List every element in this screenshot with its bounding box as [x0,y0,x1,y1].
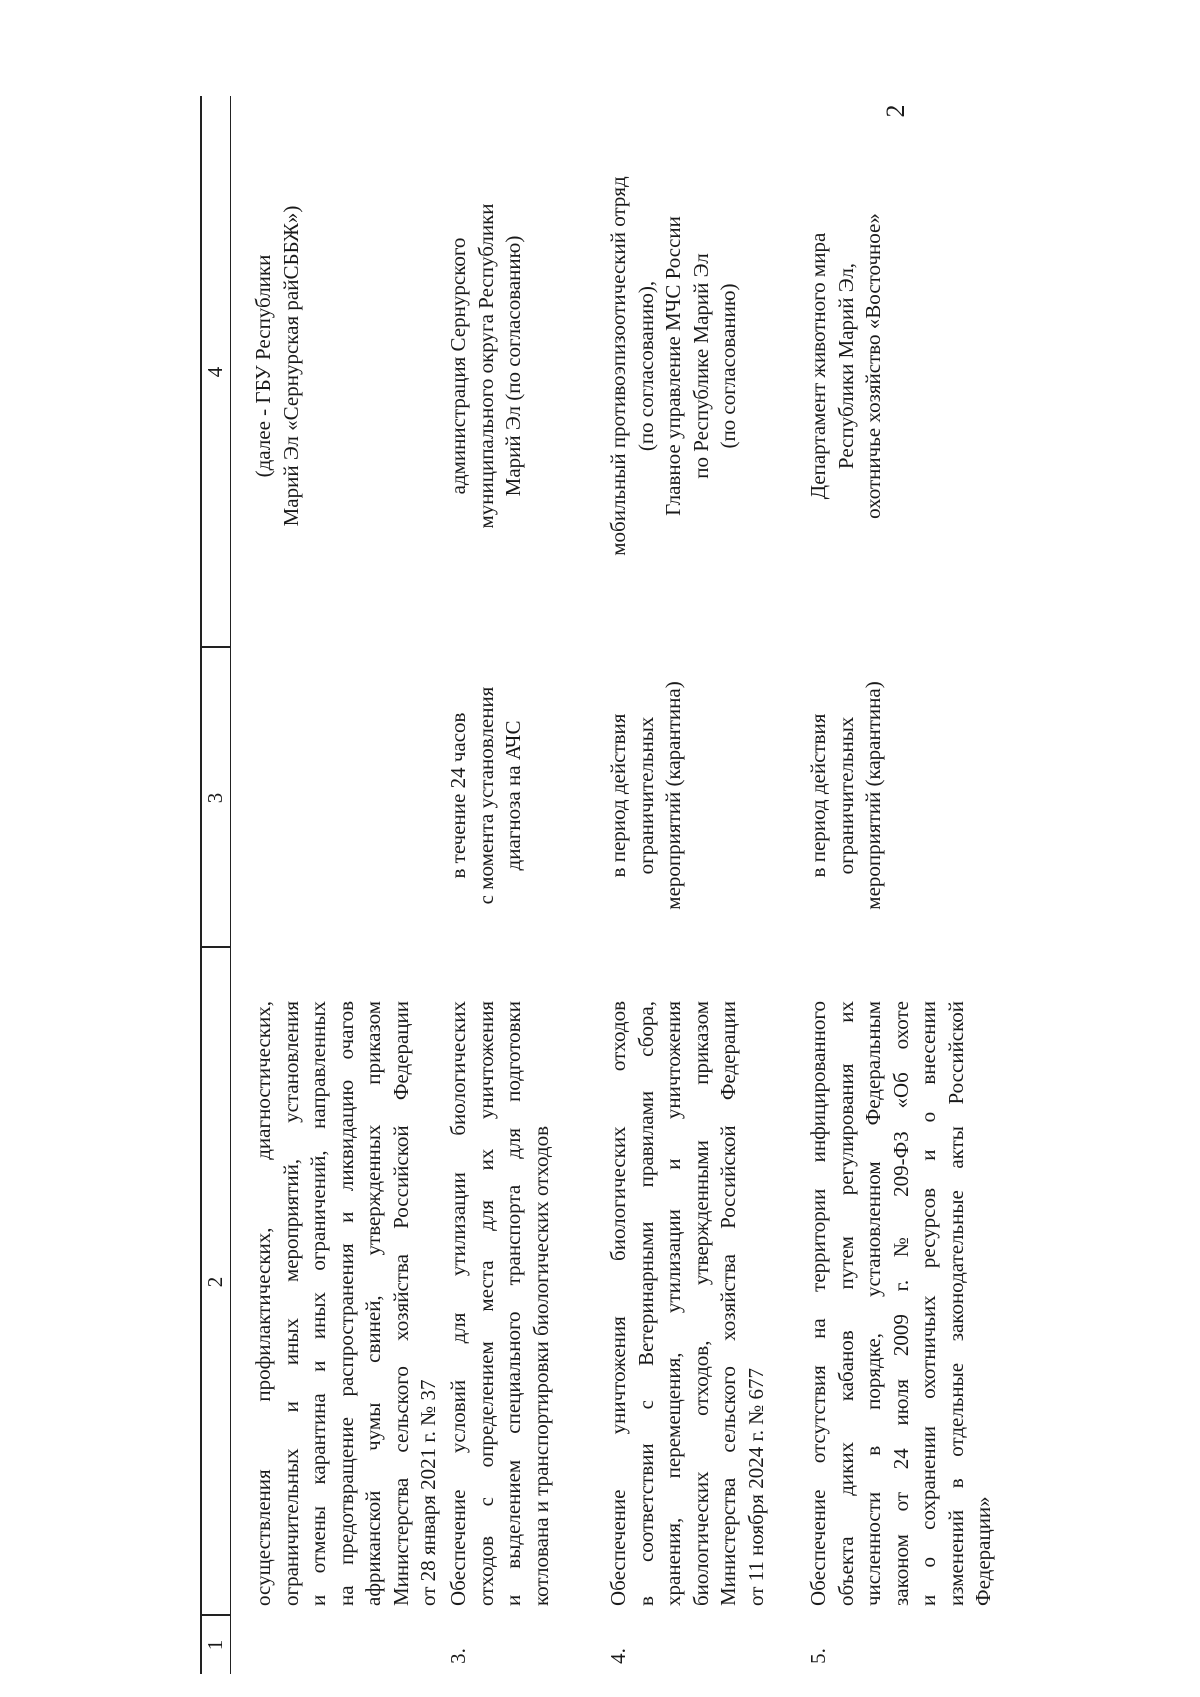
responsible-party-line: (по согласованию) [716,283,740,449]
measure-description-line: ограничительных и иных мероприятий, установления [278,1001,303,1606]
deadline-line: мероприятий (карантина) [861,681,885,910]
measure-description-line: биологических отходов, утвержденными приказом [688,1001,713,1606]
deadline-line: в период действия [606,713,630,878]
column-header-4: 4 [203,366,227,378]
column-header-1: 1 [203,1639,227,1651]
row-number: 5. [806,1648,830,1664]
responsible-party [805,121,888,611]
measure-description-line: Обеспечение условий для утилизации биологических [446,1001,470,1606]
measure-description-line: от 11 ноября 2024 г. № 677 [743,1368,768,1606]
responsible-party-line: Департамент животного мира [806,232,830,500]
responsible-party [445,121,528,611]
row-number: 3. [446,1648,470,1664]
measure-description-line: котлована и транспортировки биологических отходов [528,1125,553,1606]
column-header-3: 3 [203,792,227,804]
measure-description [250,1001,443,1606]
responsible-party-line: Марий Эл «Сернурская райСББЖ») [278,205,303,527]
deadline-line: ограничительных [633,716,658,875]
responsible-party-line: администрация Сернурского [446,237,470,495]
responsible-party-line: Республики Марий Эл, [833,262,858,470]
measure-description-line: осуществления профилактических, диагностических, [251,1001,275,1606]
measure-description-line: и выделением специального транспорта для подготовки [501,1001,525,1606]
measure-description-line: и отмены карантина и иных ограничений, направленных [306,1001,330,1606]
deadline-line: ограничительных [833,716,858,875]
responsible-party [250,121,305,611]
measure-description-line: Федерации» [971,1496,995,1606]
rotated-table [200,96,1200,1696]
column-header-2: 2 [203,1276,227,1288]
deadline [605,653,688,938]
responsible-party-line: муниципального округа Республики [473,203,498,529]
measure-description-line: на предотвращение распространения и ликвидацию очагов [333,1001,358,1606]
deadline-line: мероприятий (карантина) [661,681,685,910]
measure-description-line: от 28 января 2021 г. № 37 [416,1379,440,1606]
measure-description-line: законом от 24 июля 2009 г. № 209-ФЗ «Об охоте [888,1001,913,1606]
measure-description-line: Министерства сельского хозяйства Российской Федерации [716,1001,740,1606]
responsible-party-line: Главное управление МЧС России [661,216,685,516]
measure-description-line: и о сохранении охотничьих ресурсов и о внесении [916,1001,940,1606]
responsible-party [605,121,743,611]
measure-description-line: хранения, перемещения, утилизации и уничтожения [661,1001,685,1606]
responsible-party-line: (далее - ГБУ Республики [251,254,275,478]
measure-description [805,1001,998,1606]
page-number: 2 [881,104,910,118]
deadline-line: диагноза на АЧС [501,720,525,871]
responsible-party-line: (по согласованию), [633,280,658,452]
measure-description-line: численности в порядке, установленном Федеральным [861,1001,885,1606]
header-bottom-border [230,96,231,1674]
deadline-line: в период действия [806,713,830,878]
responsible-party-line: Марий Эл (по согласованию) [501,235,525,497]
responsible-party-line: по Республике Марий Эл [688,253,713,479]
measure-description [605,1001,770,1606]
measure-description-line: в соответствии с Ветеринарными правилами сбора, [633,1001,658,1606]
responsible-party-line: охотничье хозяйство «Восточное» [861,213,885,519]
measure-description-line: объекта диких кабанов путем регулирования их [833,1001,858,1606]
measure-description-line: Министерства сельского хозяйства Российской Федерации [388,1001,413,1606]
deadline [805,653,888,938]
deadline-line: в течение 24 часов [446,712,470,879]
measure-description-line: африканской чумы свиней, утвержденных приказом [361,1001,385,1606]
row-number: 4. [606,1648,630,1664]
responsible-party-line: мобильный противоэпизоотический отряд [606,176,630,556]
measure-description-line: отходов с определением места для их уничтожения [473,1001,498,1606]
measure-description-line: изменений в отдельные законодательные акты Российской [943,1001,968,1606]
measure-description-line: Обеспечение уничтожения биологических отходов [606,1001,630,1606]
measure-description [445,1001,555,1606]
deadline-line: с момента установления [473,686,498,905]
measure-description-line: Обеспечение отсутствия на территории инфицированного [806,1001,830,1606]
deadline [445,653,528,938]
